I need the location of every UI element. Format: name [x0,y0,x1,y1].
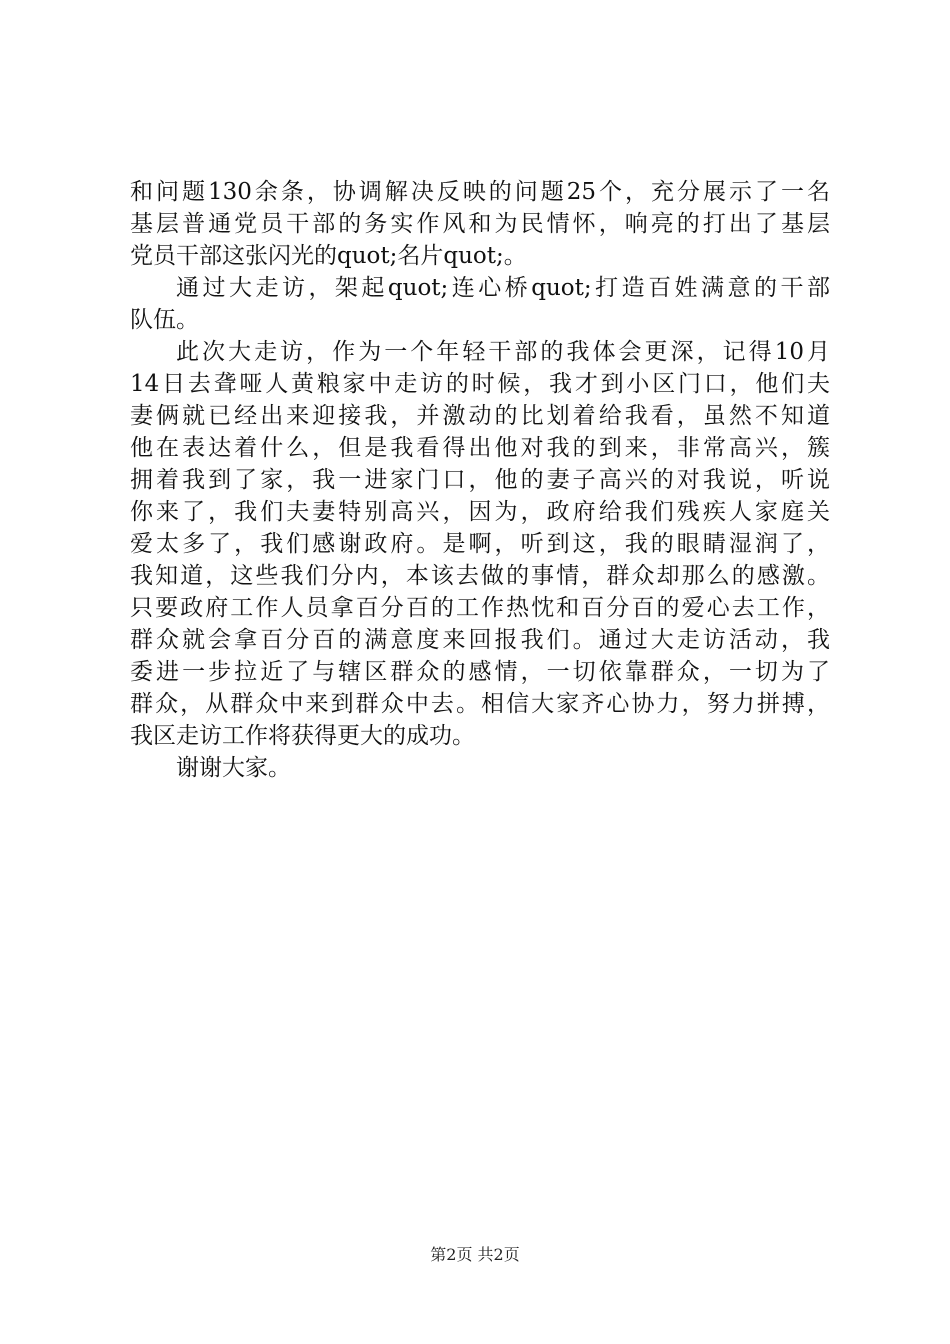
text-line: 只要政府工作人员拿百分百的工作热忱和百分百的爱心去工作， [130,595,830,621]
paragraph-start-line: 此次大走访，作为一个年轻干部的我体会更深，记得10月 [176,339,830,365]
closing-line: 谢谢大家。 [176,755,291,781]
text-line: 你来了，我们夫妻特别高兴，因为，政府给我们残疾人家庭关 [130,499,830,525]
text-line: 他在表达着什么，但是我看得出他对我的到来，非常高兴，簇 [130,435,830,461]
text-line: 我知道，这些我们分内，本该去做的事情，群众却那么的感激。 [130,563,830,589]
paragraph-start-line: 通过大走访，架起quot;连心桥quot;打造百姓满意的干部 [176,275,830,301]
text-line: 群众，从群众中来到群众中去。相信大家齐心协力，努力拼搏， [130,691,830,717]
text-line: 爱太多了，我们感谢政府。是啊，听到这，我的眼睛湿润了， [130,531,830,557]
text-line: 基层普通党员干部的务实作风和为民情怀，响亮的打出了基层 [130,211,830,237]
text-line: 和问题130余条，协调解决反映的问题25个，充分展示了一名 [130,179,830,205]
text-line: 我区走访工作将获得更大的成功。 [130,723,475,749]
text-line: 队伍。 [130,307,199,333]
text-line: 委进一步拉近了与辖区群众的感情，一切依靠群众，一切为了 [130,659,830,685]
text-line: 拥着我到了家，我一进家门口，他的妻子高兴的对我说，听说 [130,467,830,493]
text-line: 妻俩就已经出来迎接我，并激动的比划着给我看，虽然不知道 [130,403,830,429]
page-number-label: 第2页 共2页 [430,1245,520,1264]
page-footer [0,1245,950,1265]
text-line: 群众就会拿百分百的满意度来回报我们。通过大走访活动，我 [130,627,830,653]
document-body [130,176,830,784]
text-line: 党员干部这张闪光的quot;名片quot;。 [130,243,527,269]
text-line: 14日去聋哑人黄粮家中走访的时候，我才到小区门口，他们夫 [130,371,830,397]
